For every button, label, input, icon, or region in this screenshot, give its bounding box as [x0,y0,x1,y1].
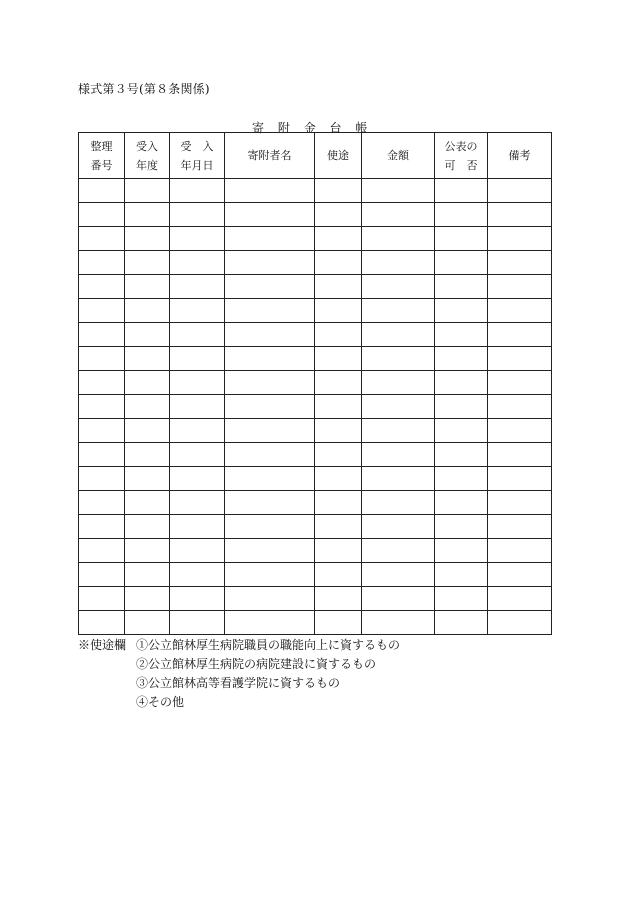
table-row [79,299,552,323]
table-cell [79,371,125,395]
header-line: 公表の [444,139,478,153]
table-row [79,419,552,443]
table-cell [362,347,435,371]
table-cell [125,539,170,563]
table-cell [435,587,488,611]
table-cell [435,443,488,467]
table-cell [488,275,552,299]
header-line: 受入 [136,139,158,153]
header-line: 受 入 [180,139,214,153]
table-cell [435,251,488,275]
table-cell [125,299,170,323]
table-cell [225,203,315,227]
table-cell [362,275,435,299]
table-cell [79,587,125,611]
table-cell [435,179,488,203]
table-cell [125,275,170,299]
table-cell [435,467,488,491]
title-char: 帳 [355,121,368,135]
table-cell [170,587,225,611]
table-cell [170,419,225,443]
col-header-receipt-year [125,133,170,179]
table-cell [488,419,552,443]
donation-ledger-table [78,132,552,635]
table-cell [315,587,362,611]
note-item: ④その他 [136,695,185,709]
table-cell [225,371,315,395]
table-row [79,443,552,467]
table-cell [225,467,315,491]
table-cell [488,371,552,395]
table-row [79,275,552,299]
table-cell [225,611,315,635]
table-cell [362,419,435,443]
table-cell [315,467,362,491]
table-cell [362,299,435,323]
table-cell [315,371,362,395]
table-cell [225,347,315,371]
table-cell [362,179,435,203]
table-cell [488,203,552,227]
table-cell [315,347,362,371]
table-cell [315,419,362,443]
table-cell [225,251,315,275]
table-body [79,179,552,635]
table-cell [488,491,552,515]
table-cell [170,203,225,227]
header-line: 番号 [90,158,113,172]
col-header-amount [362,133,435,179]
table-cell [170,467,225,491]
table-cell [170,299,225,323]
table-cell [362,323,435,347]
table-cell [225,275,315,299]
table-cell [170,275,225,299]
table-cell [225,515,315,539]
table-cell [315,491,362,515]
title-char: 附 [277,121,290,135]
table-cell [125,323,170,347]
table-cell [125,251,170,275]
table-cell [225,227,315,251]
table-cell [125,203,170,227]
table-cell [488,563,552,587]
table-cell [170,371,225,395]
table-cell [362,563,435,587]
table-cell [170,611,225,635]
header-line: 使途 [327,149,349,162]
table-row [79,227,552,251]
table-cell [362,515,435,539]
form-number: 様式第３号(第８条関係) [78,82,210,96]
table-cell [170,539,225,563]
table-cell [225,443,315,467]
table-cell [170,227,225,251]
table-cell [170,515,225,539]
table-cell [79,563,125,587]
note-item: ②公立館林厚生病院の病院建設に資するもの [136,657,377,671]
table-cell [125,179,170,203]
col-header-reference-number [79,133,125,179]
table-cell [488,587,552,611]
table-cell [488,227,552,251]
table-cell [79,227,125,251]
header-line: 金額 [387,149,409,162]
table-cell [488,611,552,635]
table-cell [225,491,315,515]
title-char: 台 [329,121,342,135]
table-cell [315,515,362,539]
table-cell [125,587,170,611]
table-cell [362,539,435,563]
table-cell [315,563,362,587]
table-cell [488,443,552,467]
table-cell [315,299,362,323]
table-row [79,179,552,203]
table-cell [170,347,225,371]
table-cell [170,563,225,587]
table-cell [170,443,225,467]
table-cell [79,299,125,323]
table-cell [435,275,488,299]
table-header [79,133,552,179]
table-cell [125,227,170,251]
note-label: ※使途欄 [78,638,127,652]
table-cell [225,419,315,443]
table-cell [125,611,170,635]
table-cell [225,539,315,563]
table-cell [170,251,225,275]
header-line: 可 否 [444,158,478,172]
title-char: 寄 [252,121,265,135]
table-cell [315,227,362,251]
table-cell [225,299,315,323]
table-cell [79,467,125,491]
table-cell [125,563,170,587]
table-cell [79,419,125,443]
table-cell [488,323,552,347]
table-cell [435,419,488,443]
purpose-notes [78,636,400,712]
table-cell [435,491,488,515]
table-cell [435,611,488,635]
table-cell [79,539,125,563]
table-row [79,515,552,539]
table-cell [225,563,315,587]
table-row [79,323,552,347]
table-cell [435,299,488,323]
table-cell [362,443,435,467]
table-cell [362,395,435,419]
table-cell [362,227,435,251]
table-cell [125,395,170,419]
table-cell [225,587,315,611]
table-cell [79,323,125,347]
table-cell [362,587,435,611]
table-cell [79,251,125,275]
table-row [79,371,552,395]
table-cell [79,275,125,299]
table-cell [488,539,552,563]
table-cell [79,347,125,371]
table-cell [315,539,362,563]
table-cell [125,371,170,395]
table-cell [315,395,362,419]
table-row [79,611,552,635]
table-cell [315,275,362,299]
table-cell [435,347,488,371]
table-cell [79,611,125,635]
table-cell [125,347,170,371]
table-cell [125,443,170,467]
title-char: 金 [303,121,316,135]
table-cell [170,395,225,419]
table-cell [79,395,125,419]
table-row [79,251,552,275]
table-cell [225,395,315,419]
note-item: ③公立館林高等看護学院に資するもの [136,676,341,690]
table-cell [435,323,488,347]
table-cell [315,323,362,347]
header-line: 備考 [508,149,531,162]
table-row [79,347,552,371]
table-row [79,203,552,227]
table-row [79,539,552,563]
table-cell [362,371,435,395]
header-line: 寄附者名 [247,149,292,162]
table-cell [435,203,488,227]
header-line: 整理 [90,139,113,153]
col-header-donor-name [225,133,315,179]
table-cell [488,299,552,323]
col-header-publication-approval [435,133,488,179]
table-cell [488,347,552,371]
header-line: 年度 [136,158,158,172]
table-cell [125,491,170,515]
table-cell [435,395,488,419]
table-cell [488,179,552,203]
table-cell [362,251,435,275]
table-cell [79,203,125,227]
note-item: ①公立館林厚生病院職員の職能向上に資するもの [136,638,401,652]
header-row [79,133,552,179]
table-cell [435,371,488,395]
table-cell [79,491,125,515]
table-cell [488,395,552,419]
col-header-purpose [315,133,362,179]
table-row [79,563,552,587]
table-cell [435,563,488,587]
table-cell [315,611,362,635]
table-cell [125,467,170,491]
table-cell [362,203,435,227]
col-header-receipt-date [170,133,225,179]
table-cell [435,227,488,251]
note-line [78,636,400,655]
table-cell [362,467,435,491]
table-row [79,395,552,419]
table-cell [79,179,125,203]
table-row [79,587,552,611]
table-cell [79,443,125,467]
table-cell [488,467,552,491]
table-cell [435,515,488,539]
table-row [79,491,552,515]
table-cell [435,539,488,563]
col-header-remarks [488,133,552,179]
table-cell [315,251,362,275]
table-cell [315,443,362,467]
table-cell [79,515,125,539]
table-cell [170,491,225,515]
table-row [79,467,552,491]
table-cell [315,203,362,227]
table-cell [225,179,315,203]
table-cell [362,491,435,515]
header-line: 年月日 [180,158,214,172]
table-cell [225,323,315,347]
table-cell [488,515,552,539]
table-cell [488,251,552,275]
table-cell [170,179,225,203]
table-cell [170,323,225,347]
table-cell [125,419,170,443]
table-cell [315,179,362,203]
table-cell [362,611,435,635]
table-cell [125,515,170,539]
